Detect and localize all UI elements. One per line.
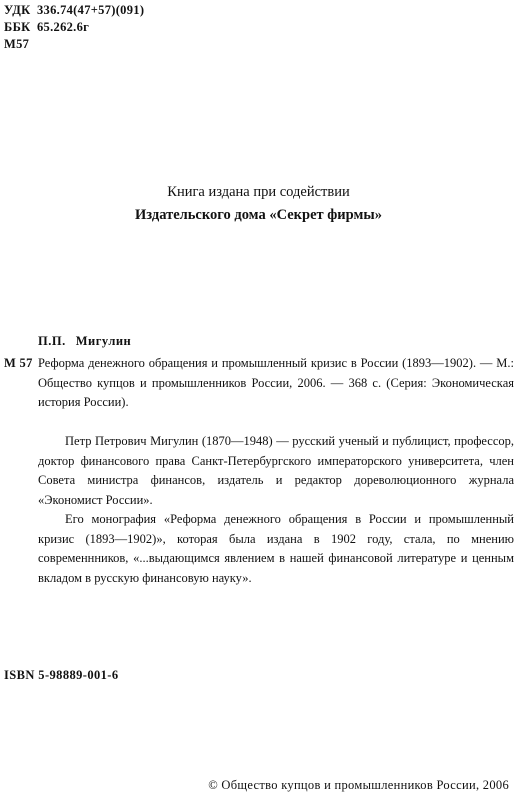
annotation: [38, 432, 514, 588]
support-line-2: Издательского дома «Секрет фирмы»: [135, 207, 382, 223]
bbk-label: ББК: [4, 20, 31, 34]
bibliographic-description: Реформа денежного обращения и промышленный кризис в России (1893—1902). — М.: Общество купцов и промышленников России, 2006. — 368 с. (Серия: Экономическая история России).: [38, 356, 514, 409]
copyright-notice: © Общество купцов и промышленников России, 2006: [208, 778, 509, 792]
bibliographic-code: М 57: [4, 356, 33, 370]
udk-label: УДК: [4, 3, 31, 17]
author-heading: [38, 334, 131, 349]
support-line-1: Книга издана при содействии: [167, 184, 350, 200]
author-surname: Мигулин: [75, 334, 132, 348]
udk-line: [4, 2, 144, 19]
classification-codes: [4, 2, 144, 53]
isbn: ISBN 5-98889-001-6: [4, 668, 119, 682]
annotation-paragraph-2: Его монография «Реформа денежного обращения в России и промышленный кризис (1893—1902)», которая была издана в 1902 году, стала, по мнению современнников, «...выдающимся явлением в нашей финансовой литературе и ценным вкладом в русскую финансовую науку».: [38, 512, 514, 585]
author-initials: П.П.: [38, 334, 66, 348]
annotation-paragraph-1: Петр Петрович Мигулин (1870—1948) — русский ученый и публицист, профессор, доктор финансового права Санкт-Петербургского императорского университета, член Совета министра финансов, издатель и редактор дореволюционного журнала «Экономист России».: [38, 434, 514, 507]
udk-value: 336.74(47+57)(091): [37, 3, 145, 17]
bbk-line: [4, 19, 144, 36]
author-mark: М57: [4, 37, 30, 51]
bbk-value: 65.262.6г: [37, 20, 90, 34]
